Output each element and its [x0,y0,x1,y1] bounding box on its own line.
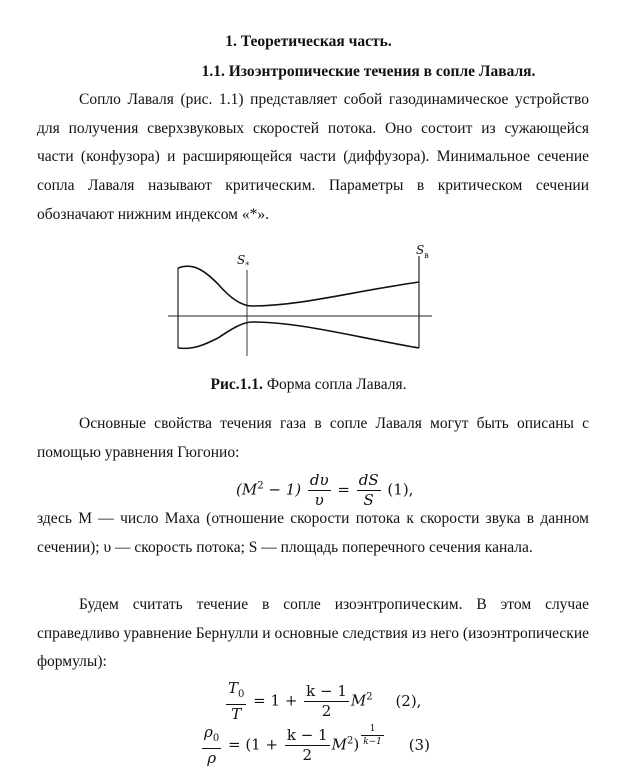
section-heading [0,33,617,51]
density-paren-close: ) [353,735,360,754]
critical-section-letter: S [237,253,246,267]
isentropic-paragraph: Будем считать течение в сопле изоэнтропическим. В этом случае справедливо уравнение Бернулли и основные следствия из него (изоэнтропические формулы): [37,596,589,671]
density-rhs-start: = (1 + [227,735,279,754]
section-title: 1. Теоретическая часть [225,33,388,50]
density-exponent-denominator: k−1 [363,737,382,747]
intro-paragraph: Сопло Лаваля (рис. 1.1) представляет собой газодинамическое устройство для получения сверхзвуковых скоростей потока. Оно состоит из сужающейся части (конфузора) и расширяющейся части (диффузора). Минимальное сечение сопла Лаваля называют критическим. Параметры в критическом сечении обозначают нижним индексом «*». [37,91,589,223]
hugoniot-velocity-numerator: dυ [309,471,329,489]
temperature-rhs-start: = 1 + [253,691,298,710]
density-exponent-fraction [361,724,384,747]
density-stagnation-subscript: 0 [212,733,220,744]
properties-paragraph: Основные свойства течения газа в сопле Лаваля могут быть описаны с помощью уравнения Гюгонио: [37,415,589,461]
hugoniot-equation [236,472,413,509]
caption-text: Форма сопла Лаваля. [262,376,407,393]
hugoniot-equation-number: (1), [387,480,414,499]
exit-section-letter: S [416,243,425,257]
hugoniot-velocity-fraction [308,472,331,509]
hugoniot-lhs-close: − 1) [263,480,302,499]
hugoniot-area-fraction [357,472,381,509]
hugoniot-equals: = [337,480,350,499]
figure-caption [0,376,617,394]
temperature-equation-number: (2), [395,691,422,710]
density-equation [200,724,430,767]
temperature-equation [224,680,421,723]
subsection-heading: 1.1. Изоэнтропические течения в сопле Лаваля. [201,63,536,80]
temperature-ratio-numerator [226,680,246,705]
density-k-numerator: k − 1 [286,726,328,744]
temperature-ratio-denominator: T [231,705,242,723]
hugoniot-area-numerator: dS [358,471,379,489]
density-ratio-fraction [202,724,221,767]
temperature-mach-exponent: 2 [366,691,373,703]
temperature-stagnation-symbol: T [228,679,239,697]
laval-nozzle-figure [160,238,440,373]
density-exponent-numerator: 1 [361,724,384,736]
temperature-stagnation-subscript: 0 [238,689,245,700]
nozzle-lower-wall [178,322,419,348]
explanation-paragraph: здесь M — число Маха (отношение скорости потока к скорости звука в данном сечении); υ — скорость потока; S — площадь поперечного сечения канала. [37,510,589,556]
section-title-dot: . [387,33,392,50]
density-k-denominator: 2 [302,746,312,764]
temperature-k-fraction [304,683,349,720]
temperature-mach-symbol: M [350,691,367,710]
nozzle-upper-wall [178,266,419,306]
temperature-ratio-fraction [226,680,246,723]
density-equation-number: (3) [408,735,430,754]
hugoniot-lhs-exponent: 2 [257,480,264,492]
temperature-k-denominator: 2 [321,702,332,720]
critical-section-label [237,253,249,270]
temperature-k-numerator: k − 1 [306,682,347,700]
caption-label: Рис.1.1. [210,376,263,393]
critical-section-subscript: * [245,261,250,270]
hugoniot-lhs-open: (M [236,480,258,499]
density-mach-symbol: M [331,735,347,754]
density-k-fraction [285,727,330,764]
exit-section-label [416,243,429,260]
density-stagnation-symbol: ρ [204,723,213,741]
hugoniot-velocity-denominator: υ [314,491,324,509]
density-ratio-denominator: ρ [207,749,217,767]
hugoniot-area-denominator: S [363,491,374,509]
density-mach-exponent: 2 [346,735,354,747]
exit-section-subscript: в [424,251,429,260]
density-ratio-numerator [202,724,221,749]
